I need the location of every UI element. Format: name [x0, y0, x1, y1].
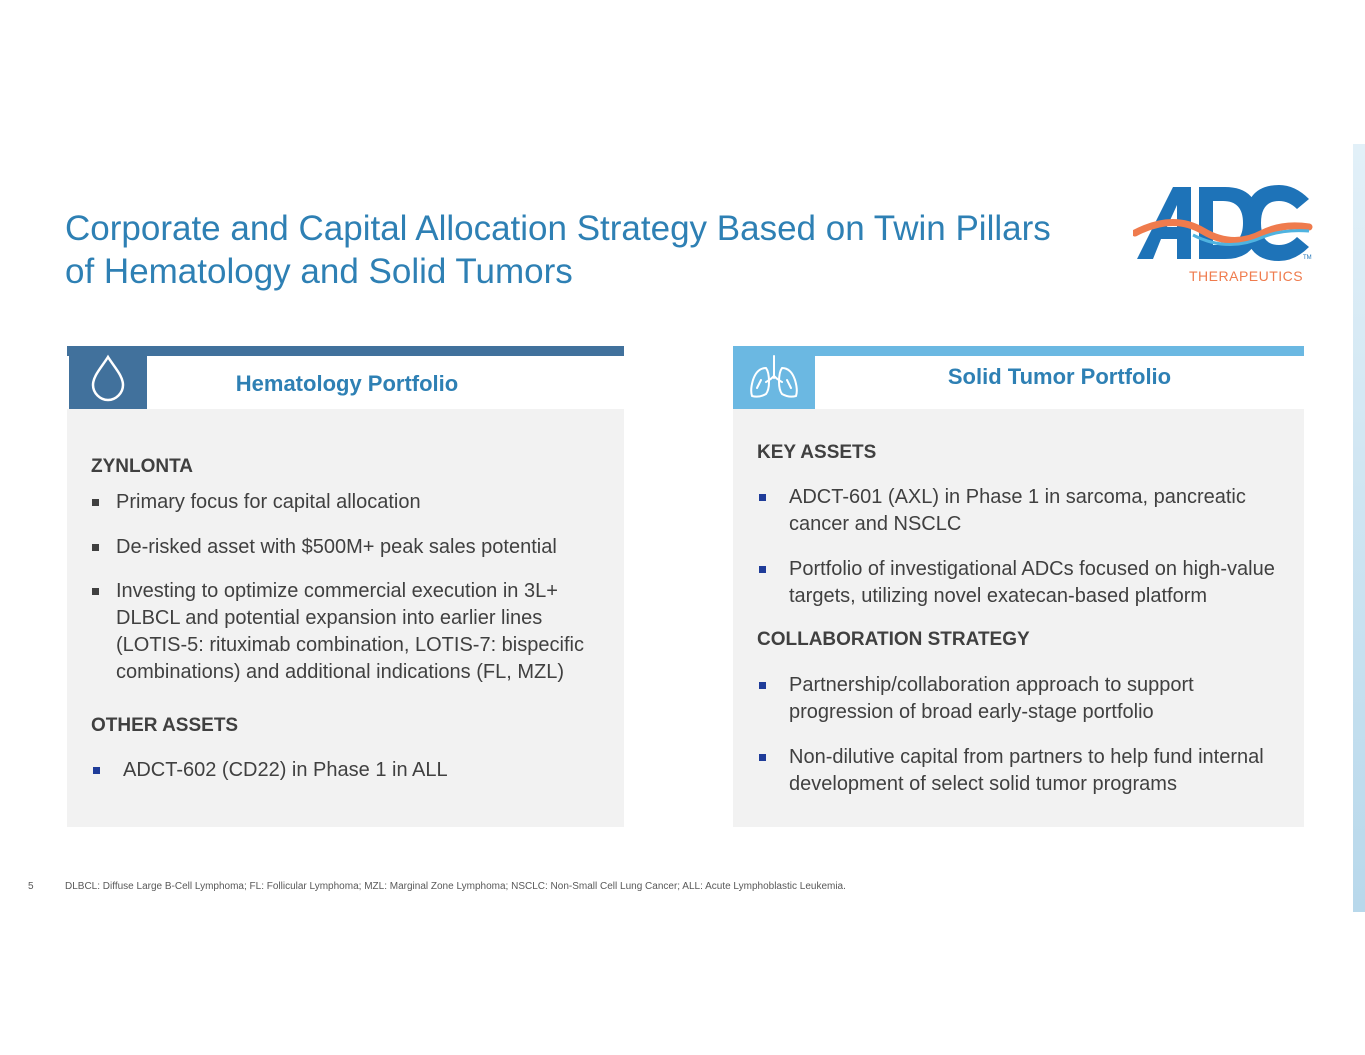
- hematology-section-other-assets: OTHER ASSETS: [91, 715, 239, 736]
- solid-section-collaboration: COLLABORATION STRATEGY: [757, 629, 1030, 650]
- title-line-1: Corporate and Capital Allocation Strategy Based on Twin Pillars: [65, 209, 1051, 248]
- slide-title: [65, 207, 1125, 293]
- list-item: ADCT-602 (CD22) in Phase 1 in ALL: [123, 757, 603, 784]
- bullet-square-icon: [759, 566, 766, 573]
- decorative-side-bar: [1353, 144, 1365, 912]
- hematology-panel: [67, 346, 624, 827]
- hematology-header: Hematology Portfolio: [147, 359, 547, 409]
- bullet-square-icon: [759, 494, 766, 501]
- hematology-section-zynlonta: ZYNLONTA: [91, 456, 194, 477]
- solid-section-key-assets: KEY ASSETS: [757, 442, 877, 463]
- list-item: ADCT-601 (AXL) in Phase 1 in sarcoma, pancreatic cancer and NSCLC: [789, 484, 1299, 538]
- bullet-square-icon: [92, 499, 99, 506]
- bullet-square-icon: [759, 682, 766, 689]
- bullet-square-icon: [93, 767, 100, 774]
- list-item: Partnership/collaboration approach to support progression of broad early-stage portfolio: [789, 672, 1289, 726]
- list-item: Portfolio of investigational ADCs focused on high-value targets, utilizing novel exatecan-based platform: [789, 556, 1301, 610]
- footnote: DLBCL: Diffuse Large B-Cell Lymphoma; FL: Follicular Lymphoma; MZL: Marginal Zone Lymphoma; NSCLC: Non-Small Cell Lung Cancer; ALL: Acute Lymphoblastic Leukemia.: [65, 881, 846, 892]
- title-line-2: of Hematology and Solid Tumors: [65, 252, 573, 291]
- list-item: Non-dilutive capital from partners to help fund internal development of select solid tumor programs: [789, 744, 1294, 798]
- tm-mark: TM: [1303, 255, 1312, 261]
- hematology-topline: [67, 346, 624, 356]
- list-item: De-risked asset with $500M+ peak sales potential: [116, 534, 606, 561]
- list-item: Primary focus for capital allocation: [116, 489, 606, 516]
- bullet-square-icon: [759, 754, 766, 761]
- logo-subtitle: THERAPEUTICS: [1189, 268, 1304, 284]
- page-number: 5: [28, 881, 34, 892]
- hematology-icon-box: [69, 346, 147, 409]
- solid-topline: [733, 346, 1304, 356]
- lungs-icon: [733, 346, 815, 409]
- adc-logo-graphic: [1133, 183, 1313, 265]
- bullet-square-icon: [92, 544, 99, 551]
- solid-tumor-header: Solid Tumor Portfolio: [815, 356, 1304, 409]
- solid-tumor-panel: [733, 346, 1304, 827]
- list-item: Investing to optimize commercial execution in 3L+ DLBCL and potential expansion into earlier lines (LOTIS-5: rituximab combination, LOTIS-7: bispecific combinations) and additional indications (FL, MZL): [116, 578, 606, 686]
- drop-icon: [69, 346, 147, 409]
- bullet-square-icon: [92, 588, 99, 595]
- solid-icon-box: [733, 346, 815, 409]
